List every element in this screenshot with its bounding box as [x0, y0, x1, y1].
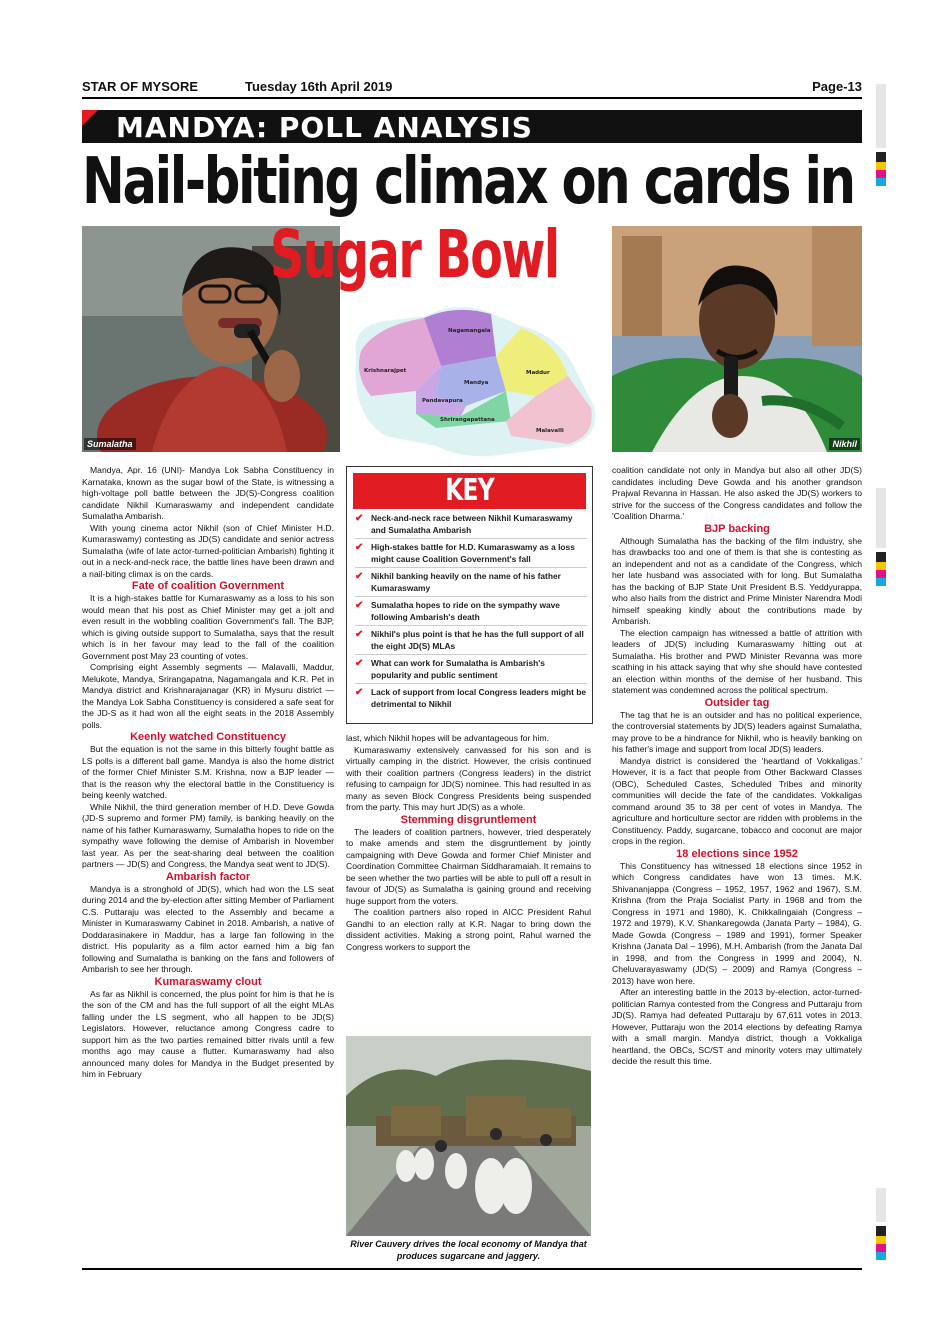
subhead-fate-of-coalition: Fate of coalition Government — [131, 580, 285, 592]
section-corner-accent — [82, 110, 98, 126]
paper-name: STAR OF MYSORE — [82, 79, 199, 94]
key-takeaways-title — [353, 473, 586, 509]
section-title: MANDYA: POLL ANALYSIS — [116, 111, 533, 144]
takeaway-item — [355, 687, 587, 712]
col2-paragraph: Kumaraswamy extensively canvassed for his son and is virtually camping in the district. However, the crisis continued with their coalition partners (Congress leaders) in the district refusing to campaign for JD(S) nominee. This had resulted in as many as seven Block Congress Presidents being suspended from the party. This may hurt JD(S) as a whole. — [346, 744, 591, 812]
key-takeaways-title-text: KEY — [445, 473, 494, 508]
takeaway-item — [355, 571, 587, 597]
col3-paragraph: The election campaign has witnessed a battle of attrition with leaders of JD(S) including Kumaraswamy hitting out at Sumalatha. His brother and PWD Minister Revanna was more scathing in his attack saying that why she should have contested an election within months of the demise of her husband. This statement was condemned across the political spectrum. — [612, 627, 862, 695]
subhead-bjp-backing: BJP backing — [704, 522, 770, 535]
check-icon: ✔ — [355, 571, 364, 582]
check-icon: ✔ — [355, 542, 364, 553]
headline-line1: Nail-biting climax on cards in — [82, 145, 854, 219]
subhead-ambarish-factor: Ambarish factor — [165, 870, 251, 883]
subhead-outsider-tag: Outsider tag — [704, 696, 770, 709]
photo-caption-left: Sumalatha — [84, 438, 136, 450]
photo-caption-right: Nikhil — [829, 438, 860, 450]
registration-bar-middle — [876, 488, 886, 588]
subhead-kumaraswamy-clout: Kumaraswamy clout — [154, 975, 262, 988]
takeaway-text: Lack of support from local Congress leaders might be detrimental to Nikhil — [371, 687, 587, 709]
col1-paragraph: As far as Nikhil is concerned, the plus point for him is that he is the son of the CM and has the full support of all the eight MLAs falling under the LS segment, who all happen to be JD(S) Legislators. However, reluctance among Congress cadre to support him as the two parties remained bitter rivals until a few months ago may cause a flutter. Kumaraswamy had also announced many doles for Mandya in the Budget presented by him in February — [82, 988, 334, 1079]
constituency-map — [346, 296, 604, 462]
col2-paragraph: The coalition partners also roped in AICC President Rahul Gandhi to an election rally at K.R. Nagar to bring down the dissident activities. Making a strong point, Rahul warned the Congress workers to support the — [346, 907, 591, 952]
photo-nikhil — [612, 226, 862, 452]
check-icon: ✔ — [355, 629, 364, 640]
check-icon: ✔ — [355, 687, 364, 698]
takeaway-text: Nikhil's plus point is that he has the full support of all the eight JD(S) MLAs — [371, 629, 584, 651]
takeaway-text: What can work for Sumalatha is Ambarish's popularity and public sentiment — [371, 658, 545, 680]
photo-nikhil-image — [612, 226, 862, 452]
check-icon: ✔ — [355, 658, 364, 669]
takeaway-text: Nikhil banking heavily on the name of his father Kumaraswamy — [371, 571, 561, 593]
col3-paragraph: This Constituency has witnessed 18 elections since 1952 in which Congress candidates have won 13 times. M.K. Shivananjappa (Congress – 1952, 1957, 1962 and 1967), S.M. Krishna (from the Praja Socialist Party in 1968 and from the Congress in 1971 and 1980), K. Chikkalingaiah (Congress – 1972 and 1979), K.V. Shankaregowda (Janata Party – 1984), G. Made Gowda (Congress – 1989 and 1991), former Speaker Krishna (Janata Dal – 1996), M.H. Ambarish (from the Janata Dal in 1998, and from the Congress in 1999 and 2004), N. Cheluvarayaswamy (JD(S) – 2009) and Ramya (Congress – 2013) have won here. — [612, 860, 862, 986]
section-bar — [82, 110, 862, 143]
takeaway-item — [355, 600, 587, 626]
col2-paragraph: The leaders of coalition partners, however, tried desperately to make amends and stem the disgruntlement by jointly campaigning with Deve Gowda and former Chief Minister and Coordination Committee Chairman Siddharamaiah. It remains to be seen whether the two parties will be able to pull off a result in favour of JD(S) as Sumalatha is gaining ground and receiving huge support from the voters. — [346, 826, 591, 906]
page-number: Page-13 — [812, 79, 862, 94]
col3-paragraph: Although Sumalatha has the backing of the film industry, she has drawbacks too and one of them is that she is contesting as an independent and not as a candidate of the Congress, which her late husband was associated with for long. But Sumalatha has the backing of BJP State Unit President B.S. Yeddyurappa, who also hails from the district and Prime Minister Narendra Modi himself speaking kindly about the contributions made by Ambarish. — [612, 535, 862, 626]
takeaway-item — [355, 513, 587, 539]
col3-paragraph: After an interesting battle in the 2013 by-election, actor-turned-politician Ramya contested from the Congress and Puttaraju from JD(S). Ramya had defeated Puttaraju by 67,611 votes in 2013. However, Puttaraju won the 2014 elections by defeating Ramya with a small margin. Mandya district, though a Vokkaliga heartland, the OBCs, SC/ST and minority voters may ultimately decide the result this time. — [612, 987, 862, 1066]
takeaway-item — [355, 629, 587, 655]
bottom-rule — [82, 1268, 862, 1270]
article-column-1 — [82, 465, 334, 1265]
col1-paragraph: While Nikhil, the third generation member of H.D. Deve Gowda (JD-S supremo and former PM) family, is banking heavily on the name of his father Kumaraswamy, Sumalatha hopes to ride on the sympathy wave following the demise of Ambarish in November last year. As per the seat-sharing deal between the coalition partners — JD(S) and Congress, the Mandya seat went to JD(S). — [82, 801, 334, 869]
col3-paragraph: coalition candidate not only in Mandya but also all other JD(S) candidates including Deve Gowda and his another grandson Prajwal Revanna in Hassan. He also asked the JD(S) workers to strive for the success of the Congress candidates and follow the 'Coalition Dharma.' — [612, 465, 862, 521]
map-label-nagamangala: Nagamangala — [448, 328, 491, 334]
subhead-stemming-disgruntlement: Stemming disgruntlement — [400, 813, 537, 826]
col2-paragraph: last, which Nikhil hopes will be advantageous for him. — [346, 733, 550, 743]
col1-paragraph: With young cinema actor Nikhil (son of Chief Minister H.D. Kumaraswamy) contesting as JD(S) candidate and senior actress Sumalatha (wife of late actor-turned-politician Ambarish) fighting it out in a neck-and-neck race, the battle lines have been drawn and a nail-biting climax is on the cards. — [82, 522, 334, 579]
col1-paragraph: But the equation is not the same in this bitterly fought battle as LS polls is a different ball game. Mandya is also the home district of the former Chief Minister S.M. Krishna, now a BJP leader — that is the reason why the electoral battle in the Constituency is being keenly watched. — [82, 744, 334, 800]
photo-bullock-carts — [346, 1036, 591, 1236]
takeaway-item — [355, 542, 587, 568]
col1-paragraph: Mandya is a stronghold of JD(S), which had won the LS seat during 2014 and the by-election after sitting Member of Parliament C.S. Puttaraju was elected to the Assembly and became a Minister in Kumaraswamy Cabinet in 2018. Ambarish, a native of Doddarasinakere in Maddur, has a large fan following in the district. His popularity as a film actor earned him a big fan following and Sumalatha is banking on the fans and followers of Ambarish to see her through. — [82, 883, 334, 974]
takeaway-text: Neck-and-neck race between Nikhil Kumaraswamy and Sumalatha Ambarish — [371, 513, 573, 535]
key-takeaways-list — [355, 513, 587, 715]
check-icon: ✔ — [355, 513, 364, 524]
article-column-2 — [346, 733, 591, 1033]
subhead-18-elections: 18 elections since 1952 — [676, 847, 798, 860]
bullock-carts-image — [346, 1036, 591, 1236]
map-label-krishnarajpet: Krishnarajpet — [364, 368, 407, 374]
map-label-mandya: Mandya — [464, 380, 489, 386]
check-icon: ✔ — [355, 600, 364, 611]
article-column-3 — [612, 465, 862, 1265]
headline-line2: Sugar Bowl — [270, 216, 559, 293]
col3-paragraph: Mandya district is considered the 'heartland of Vokkaligas.' However, it is a fact that people from Other Backward Classes (OBC), Scheduled Castes, Scheduled Tribes and minority communities will decide the fate of the candidates. Vokkaligas command around 35 to 38 per cent of votes in Mandya. The agriculture and horticulture sector are ridden with problems in the Constituency. Paddy, sugarcane, tobacco and coconut are major crops in the region. — [612, 755, 862, 846]
col1-paragraph: Comprising eight Assembly segments — Malavalli, Maddur, Melukote, Mandya, Srirangapatna, Nagamangala and K.R. Pet in Mandya district and Krishnarajanagar (KR) in Mysuru district — the Mandya Lok Sabha Constituency is considered a safe seat for the JD-S as it had won all the eight seats in the 2018 Assembly polls. — [82, 662, 334, 730]
col1-paragraph: It is a high-stakes battle for Kumaraswamy as a loss to his son would mean that his post as Chief Minister may get a jolt and even result in the wobbling coalition Government's fall. The BJP, which is giving outside support to Sumalatha, says that the result which is in her favour may lead to the fall of the coalition Government post May 23 counting of votes. — [82, 593, 334, 661]
map-label-maddur: Maddur — [526, 370, 550, 376]
registration-bar-top — [876, 84, 886, 190]
issue-date: Tuesday 16th April 2019 — [245, 79, 393, 94]
col1-paragraph: Mandya, Apr. 16 (UNI)- Mandya Lok Sabha Constituency in Karnataka, known as the sugar bowl of the State, is witnessing a high-voltage poll battle between the JD(S)-Congress coalition candidate Nikhil Kumaraswamy and independent candidate Sumalatha Ambarish. — [82, 465, 334, 521]
takeaway-item — [355, 658, 587, 684]
bottom-photo-caption: River Cauvery drives the local economy of Mandya that produces sugarcane and jaggery. — [350, 1239, 587, 1261]
key-takeaways-box — [346, 466, 593, 724]
masthead — [82, 79, 862, 97]
registration-bar-bottom — [876, 1188, 886, 1278]
subhead-keenly-watched: Keenly watched Constituency — [130, 731, 286, 743]
map-label-malavalli: Malavalli — [536, 428, 564, 434]
top-rule — [82, 97, 862, 99]
takeaway-text: Sumalatha hopes to ride on the sympathy wave following Ambarish's death — [371, 600, 560, 622]
map-graphic — [346, 296, 604, 462]
map-label-shrirangapattana: Shrirangapattana — [440, 417, 495, 423]
col3-paragraph: The tag that he is an outsider and has no political experience, the controversial statements by JD(S) leaders against Sumalatha, may prove to be a hindrance for Nikhil, who is heavily banking on his father's image and support from local JD(S) leaders. — [612, 709, 862, 754]
takeaway-text: High-stakes battle for H.D. Kumaraswamy as a loss might cause Coalition Government's fall — [371, 542, 575, 564]
map-label-pandavapura: Pandavapura — [422, 398, 463, 404]
